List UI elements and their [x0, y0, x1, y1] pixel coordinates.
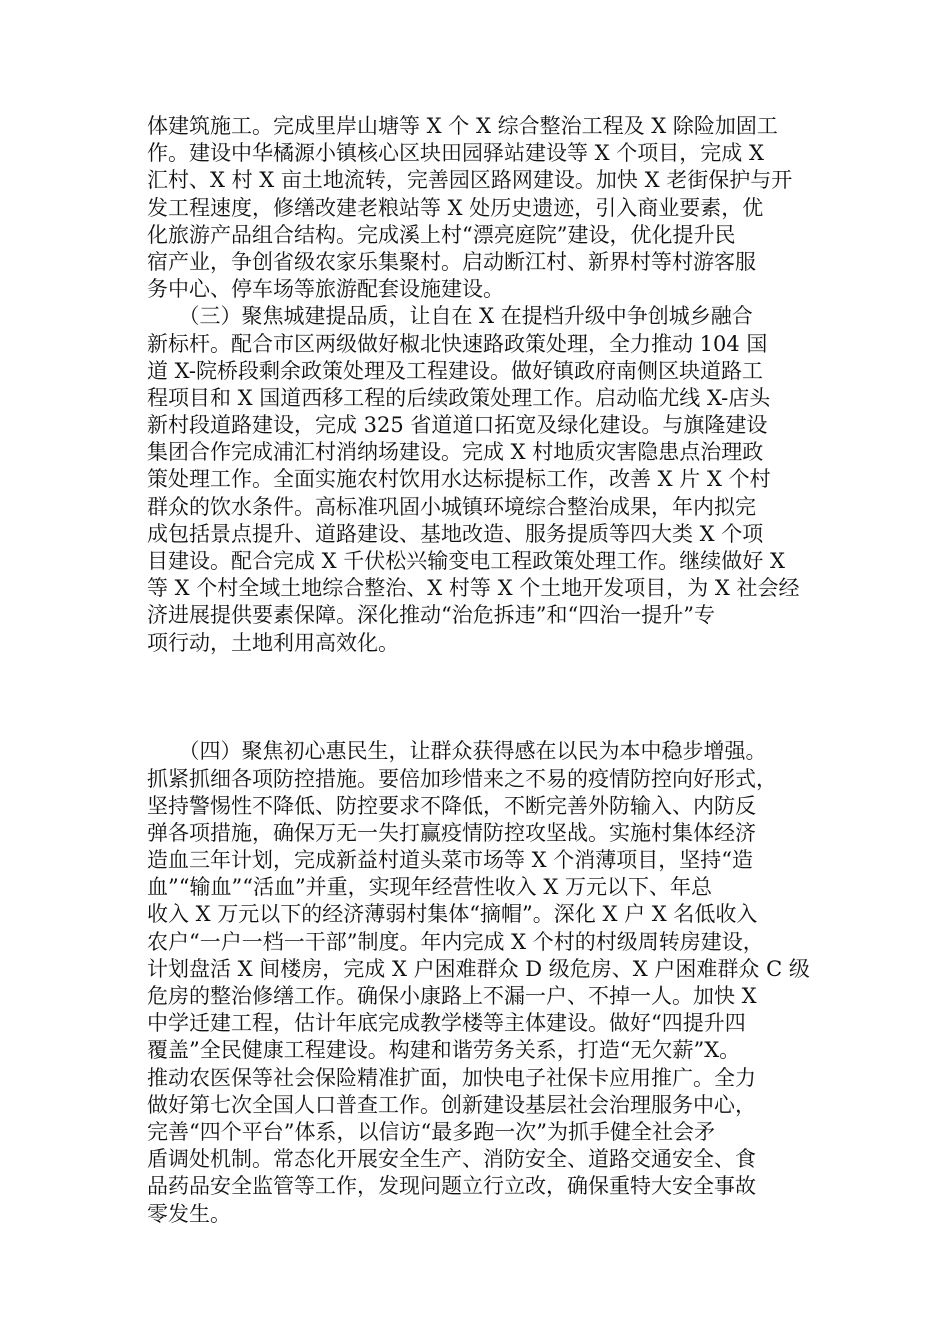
- text-line: 覆盖”全民健康工程建设。构建和谐劳务关系，打造“无欠薪”X。: [147, 1038, 741, 1063]
- text-line: 成包括景点提升、道路建设、基地改造、服务提质等四大类 X 个项: [147, 521, 764, 546]
- text-line: 坚持警惕性不降低、防控要求不降低，不断完善外防输入、内防反: [147, 793, 756, 818]
- text-line: 群众的饮水条件。高标准巩固小城镇环境综合整治成果，年内拟完: [147, 494, 756, 519]
- text-line: 集团合作完成浦汇村消纳场建设。完成 X 村地质灾害隐患点治理政: [147, 440, 764, 465]
- text-line: 汇村、X 村 X 亩土地流转，完善园区路网建设。加快 X 老街保护与开: [147, 168, 793, 193]
- text-line: 血”“输血”“活血”并重，实现年经营性收入 X 万元以下、年总: [147, 875, 712, 900]
- text-line: 化旅游产品组合结构。完成溪上村“漂亮庭院”建设，优化提升民: [147, 222, 736, 247]
- text-line: 体建筑施工。完成里岸山塘等 X 个 X 综合整治工程及 X 除险加固工: [147, 114, 778, 138]
- text-line: 务中心、停车场等旅游配套设施建设。: [147, 277, 504, 302]
- text-line: 品药品安全监管等工作，发现问题立行立改，确保重特大安全事故: [147, 1174, 756, 1199]
- text-line: 新村段道路建设，完成 325 省道道口拓宽及绿化建设。与旗隆建设: [147, 413, 768, 438]
- text-line: [147, 684, 817, 711]
- text-line: 程项目和 X 国道西移工程的后续政策处理工作。启动临尤线 X-店头: [147, 385, 771, 410]
- document-body: [147, 113, 817, 1228]
- paragraph-2: [147, 303, 817, 738]
- text-line: 计划盘活 X 间楼房，完成 X 户困难群众 D 级危房、X 户困难群众 C 级: [147, 956, 810, 981]
- text-line: 新标杆。配合市区两级做好椒北快速路政策处理，全力推动 104 国: [147, 331, 768, 356]
- text-line: 等 X 个村全域土地综合整治、X 村等 X 个土地开发项目，为 X 社会经: [147, 576, 800, 601]
- paragraph-3: [147, 738, 817, 1227]
- text-line: 零发生。: [147, 1201, 231, 1226]
- text-line: 作。建设中华橘源小镇核心区块田园驿站建设等 X 个项目，完成 X: [147, 141, 764, 166]
- text-line: 宿产业，争创省级农家乐集聚村。启动断江村、新界村等村游客服: [147, 249, 756, 274]
- text-line: 策处理工作。全面实施农村饮用水达标提标工作，改善 X 片 X 个村: [147, 467, 771, 492]
- paragraph-1: [147, 113, 817, 303]
- text-line: 造血三年计划，完成新益村道头菜市场等 X 个消薄项目，坚持“造: [147, 848, 754, 873]
- text-line: 危房的整治修缮工作。确保小康路上不漏一户、不掉一人。加快 X: [147, 984, 757, 1008]
- text-line: 农户“一户一档一干部”制度。年内完成 X 个村的村级周转房建设，: [147, 929, 764, 954]
- text-line: 完善“四个平台”体系，以信访“最多跑一次”为抓手健全社会矛: [147, 1119, 715, 1144]
- text-line: 目建设。配合完成 X 千伏松兴输变电工程政策处理工作。继续做好 X: [147, 549, 785, 573]
- text-line: 项行动，土地利用高效化。: [147, 630, 399, 655]
- text-line: 做好第七次全国人口普查工作。创新建设基层社会治理服务中心，: [147, 1092, 756, 1117]
- text-line: 推动农医保等社会保险精准扩面，加快电子社保卡应用推广。全力: [147, 1065, 756, 1090]
- text-line: 济进展提供要素保障。深化推动“治危拆违”和“四治一提升”专: [147, 603, 715, 628]
- text-line: 盾调处机制。常态化开展安全生产、消防安全、道路交通安全、食: [147, 1147, 756, 1172]
- text-line: （三）聚焦城建提品质，让自在 X 在提档升级中争创城乡融合: [147, 304, 753, 329]
- text-line: 弹各项措施，确保万无一失打赢疫情防控攻坚战。实施村集体经济: [147, 820, 756, 845]
- text-line: 发工程速度，修缮改建老粮站等 X 处历史遗迹，引入商业要素，优: [147, 195, 764, 220]
- text-line: 道 X-院桥段剩余政策处理及工程建设。做好镇政府南侧区块道路工: [147, 358, 763, 383]
- text-line: 抓紧抓细各项防控措施。要倍加珍惜来之不易的疫情防控向好形式，: [147, 766, 777, 791]
- text-line: 中学迁建工程，估计年底完成教学楼等主体建设。做好“四提升四: [147, 1011, 746, 1036]
- text-line: [147, 711, 817, 738]
- text-line: （四）聚焦初心惠民生，让群众获得感在以民为本中稳步增强。: [147, 739, 767, 764]
- text-line: 收入 X 万元以下的经济薄弱村集体“摘帽”。深化 X 户 X 名低收入: [147, 902, 758, 927]
- text-line: [147, 657, 817, 684]
